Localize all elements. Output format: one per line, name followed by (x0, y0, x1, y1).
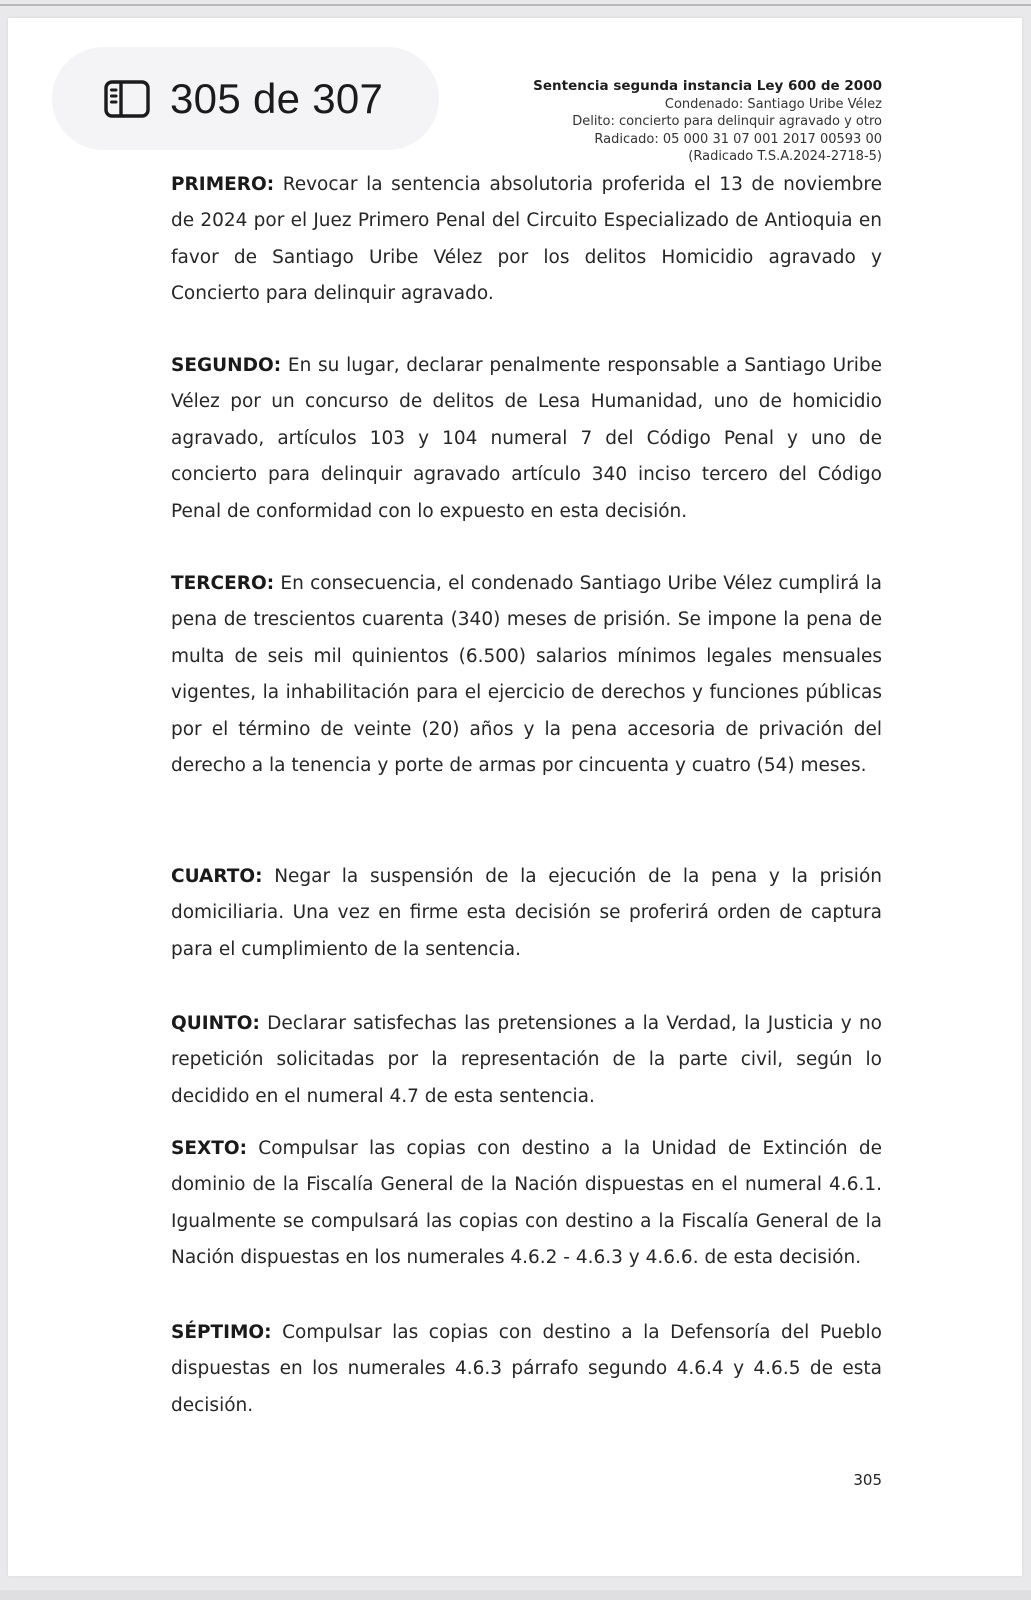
resolution-text: Compulsar las copias con destino a la Defensoría del Pueblo dispuestas en los numerales 4.6.3 párrafo segundo 4.6.4 y 4.6.5 de esta decisión. (171, 1322, 882, 1416)
resolution-text: Declarar satisfechas las pretensiones a la Verdad, la Justicia y no repetición solicitadas por la representación de la parte civil, según lo decidido en el numeral 4.7 de esta sentencia. (171, 1013, 882, 1107)
resolution-segundo (171, 348, 882, 530)
resolution-tercero (171, 566, 882, 784)
header-delito: Delito: concierto para delinquir agravado y otro (572, 114, 882, 129)
header-condenado: Condenado: Santiago Uribe Vélez (664, 96, 882, 112)
resolution-label: PRIMERO: (171, 174, 275, 195)
resolution-primero (171, 167, 882, 313)
resolution-sexto (171, 1131, 882, 1277)
page-indicator-badge[interactable] (52, 47, 439, 150)
resolution-text: Negar la suspensión de la ejecución de la pena y la prisión domiciliaria. Una vez en firme esta decisión se proferirá orden de captura para el cumplimiento de la sentencia. (171, 866, 882, 960)
header-radicado: Radicado: 05 000 31 07 001 2017 00593 00 (594, 131, 882, 147)
page-indicator-text: 305 de 307 (170, 74, 384, 122)
resolution-cuarto (171, 859, 882, 968)
resolution-septimo (171, 1315, 882, 1424)
resolution-text: En su lugar, declarar penalmente responsable a Santiago Uribe Vélez por un concurso de delitos de Lesa Humanidad, uno de homicidio agravado, artículos 103 y 104 numeral 7 del Código Penal y uno de concierto para delinquir agravado artículo 340 inciso tercero del Código Penal de conformidad con lo expuesto en esta decisión. (171, 355, 882, 522)
resolution-label: TERCERO: (171, 573, 275, 594)
resolution-label: QUINTO: (171, 1013, 260, 1034)
resolution-text: Compulsar las copias con destino a la Unidad de Extinción de dominio de la Fiscalía General de la Nación dispuestas en el numeral 4.6.1. Igualmente se compulsará las copias con destino a la Fiscalía General de la Nación dispuestas en los numerales 4.6.2 - 4.6.3 y 4.6.6. de esta decisión. (171, 1138, 882, 1269)
page-number: 305 (853, 1471, 882, 1489)
resolution-quinto (171, 1006, 882, 1115)
resolution-label: SEGUNDO: (171, 355, 282, 376)
resolution-text: Revocar la sentencia absolutoria proferida el 13 de noviembre de 2024 por el Juez Primero Penal del Circuito Especializado de Antioquia en favor de Santiago Uribe Vélez por los delitos Homicidio agravado y Concierto para delinquir agravado. (171, 174, 882, 305)
resolution-text: En consecuencia, el condenado Santiago Uribe Vélez cumplirá la pena de trescientos cuarenta (340) meses de prisión. Se impone la pena de multa de seis mil quinientos (6.500) salarios mínimos legales mensuales vigentes, la inhabilitación para el ejercicio de derechos y funciones públicas por el término de veinte (20) años y la pena accesoria de privación del derecho a la tenencia y porte de armas por cincuenta y cuatro (54) meses. (171, 573, 882, 777)
next-page-edge (0, 1590, 1031, 1600)
header-title: Sentencia segunda instancia Ley 600 de 2000 (533, 78, 882, 94)
resolution-label: CUARTO: (171, 866, 263, 887)
window-top-border (0, 4, 1031, 6)
document-header (533, 78, 882, 166)
sidebar-toggle-icon[interactable] (104, 80, 150, 118)
resolution-label: SEXTO: (171, 1138, 247, 1159)
header-radicado-tsa: (Radicado T.S.A.2024-2718-5) (688, 149, 882, 164)
resolution-label: SÉPTIMO: (171, 1322, 272, 1343)
